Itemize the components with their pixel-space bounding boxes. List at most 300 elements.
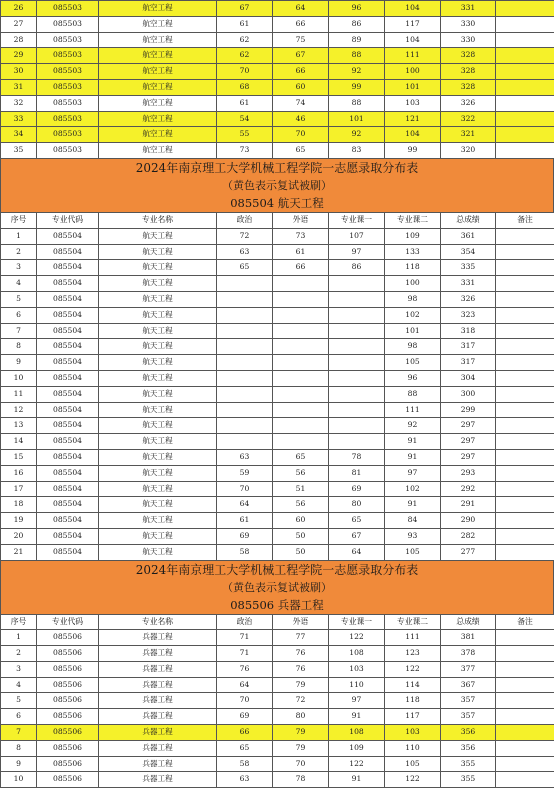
cell-remark <box>496 370 554 386</box>
table-row <box>1 481 554 497</box>
cell-course1: 65 <box>329 513 385 529</box>
cell-seq: 8 <box>1 740 37 756</box>
cell-major: 航天工程 <box>99 528 217 544</box>
cell-major: 航天工程 <box>99 402 217 418</box>
cell-seq: 32 <box>1 95 37 111</box>
cell-code: 085503 <box>37 64 99 80</box>
table-row <box>1 418 554 434</box>
cell-total: 356 <box>441 740 496 756</box>
cell-seq: 14 <box>1 434 37 450</box>
cell-code: 085504 <box>37 260 99 276</box>
cell-total: 322 <box>441 111 496 127</box>
header-course2: 专业课二 <box>385 212 441 228</box>
cell-remark <box>496 693 554 709</box>
cell-seq: 10 <box>1 370 37 386</box>
cell-course2: 117 <box>385 709 441 725</box>
cell-code: 085504 <box>37 465 99 481</box>
cell-code: 085504 <box>37 370 99 386</box>
cell-seq: 6 <box>1 307 37 323</box>
cell-course1: 101 <box>329 111 385 127</box>
cell-seq: 16 <box>1 465 37 481</box>
cell-course1: 109 <box>329 740 385 756</box>
cell-total: 361 <box>441 228 496 244</box>
cell-total: 355 <box>441 772 496 788</box>
banner-line2: （黄色表示复试被刷） <box>222 178 332 192</box>
cell-total: 357 <box>441 709 496 725</box>
cell-politics: 69 <box>217 709 273 725</box>
cell-politics <box>217 291 273 307</box>
table-row <box>1 677 554 693</box>
cell-code: 085503 <box>37 111 99 127</box>
table-row <box>1 79 554 95</box>
cell-code: 085503 <box>37 16 99 32</box>
cell-remark <box>496 544 554 560</box>
table-row <box>1 339 554 355</box>
table-row <box>1 449 554 465</box>
cell-politics: 58 <box>217 756 273 772</box>
cell-major: 航空工程 <box>99 64 217 80</box>
cell-language: 66 <box>273 260 329 276</box>
cell-code: 085506 <box>37 630 99 646</box>
cell-language: 80 <box>273 709 329 725</box>
cell-major: 航空工程 <box>99 143 217 159</box>
table-row <box>1 544 554 560</box>
cell-course1 <box>329 370 385 386</box>
cell-remark <box>496 228 554 244</box>
cell-course2: 105 <box>385 355 441 371</box>
header-seq: 序号 <box>1 614 37 630</box>
table-header-row <box>1 614 554 630</box>
cell-politics: 62 <box>217 48 273 64</box>
header-language: 外语 <box>273 614 329 630</box>
cell-language: 56 <box>273 497 329 513</box>
table-row <box>1 756 554 772</box>
cell-seq: 13 <box>1 418 37 434</box>
header-course1: 专业课一 <box>329 614 385 630</box>
cell-major: 航空工程 <box>99 127 217 143</box>
cell-major: 兵器工程 <box>99 725 217 741</box>
cell-language: 56 <box>273 465 329 481</box>
cell-seq: 3 <box>1 260 37 276</box>
cell-course2: 102 <box>385 481 441 497</box>
banner-line3: 085504 航天工程 <box>230 195 324 210</box>
cell-course2: 114 <box>385 677 441 693</box>
cell-seq: 7 <box>1 725 37 741</box>
cell-code: 085504 <box>37 307 99 323</box>
cell-total: 292 <box>441 481 496 497</box>
banner-line3: 085506 兵器工程 <box>230 597 324 612</box>
cell-course1 <box>329 418 385 434</box>
cell-code: 085504 <box>37 544 99 560</box>
cell-course2: 118 <box>385 693 441 709</box>
cell-course2: 117 <box>385 16 441 32</box>
cell-course2: 93 <box>385 528 441 544</box>
table-row <box>1 127 554 143</box>
cell-remark <box>496 756 554 772</box>
cell-code: 085506 <box>37 740 99 756</box>
cell-remark <box>496 725 554 741</box>
cell-remark <box>496 276 554 292</box>
cell-seq: 35 <box>1 143 37 159</box>
header-language: 外语 <box>273 212 329 228</box>
cell-code: 085506 <box>37 677 99 693</box>
cell-code: 085504 <box>37 481 99 497</box>
cell-remark <box>496 497 554 513</box>
cell-code: 085504 <box>37 402 99 418</box>
cell-major: 航天工程 <box>99 449 217 465</box>
banner-line1: 2024年南京理工大学机械工程学院一志愿录取分布表 <box>135 562 419 577</box>
cell-code: 085506 <box>37 709 99 725</box>
cell-course1 <box>329 402 385 418</box>
cell-remark <box>496 244 554 260</box>
cell-total: 355 <box>441 756 496 772</box>
table-row <box>1 661 554 677</box>
cell-remark <box>496 528 554 544</box>
cell-remark <box>496 709 554 725</box>
table-row <box>1 276 554 292</box>
header-code: 专业代码 <box>37 212 99 228</box>
table-row <box>1 513 554 529</box>
cell-total: 304 <box>441 370 496 386</box>
cell-code: 085503 <box>37 95 99 111</box>
cell-course1: 89 <box>329 32 385 48</box>
cell-remark <box>496 355 554 371</box>
cell-remark <box>496 111 554 127</box>
cell-course1: 88 <box>329 48 385 64</box>
cell-seq: 4 <box>1 276 37 292</box>
cell-total: 378 <box>441 646 496 662</box>
cell-politics: 64 <box>217 677 273 693</box>
cell-seq: 2 <box>1 646 37 662</box>
cell-politics: 65 <box>217 260 273 276</box>
header-course1: 专业课一 <box>329 212 385 228</box>
cell-remark <box>496 449 554 465</box>
cell-language <box>273 402 329 418</box>
cell-course2: 133 <box>385 244 441 260</box>
cell-remark <box>496 260 554 276</box>
cell-remark <box>496 630 554 646</box>
cell-course1: 86 <box>329 16 385 32</box>
cell-politics: 64 <box>217 497 273 513</box>
cell-course1 <box>329 291 385 307</box>
cell-major: 兵器工程 <box>99 772 217 788</box>
cell-remark <box>496 434 554 450</box>
cell-language: 67 <box>273 48 329 64</box>
cell-course1: 78 <box>329 449 385 465</box>
cell-major: 航天工程 <box>99 418 217 434</box>
cell-seq: 8 <box>1 339 37 355</box>
cell-language: 70 <box>273 127 329 143</box>
cell-politics <box>217 339 273 355</box>
table-row <box>1 244 554 260</box>
cell-code: 085504 <box>37 386 99 402</box>
cell-course1: 110 <box>329 677 385 693</box>
cell-total: 330 <box>441 16 496 32</box>
cell-course2: 123 <box>385 646 441 662</box>
table-row <box>1 32 554 48</box>
cell-politics: 66 <box>217 725 273 741</box>
cell-language: 66 <box>273 64 329 80</box>
header-remark: 备注 <box>496 614 554 630</box>
cell-remark <box>496 465 554 481</box>
cell-politics: 63 <box>217 244 273 260</box>
cell-politics <box>217 386 273 402</box>
cell-language <box>273 276 329 292</box>
header-course2: 专业课二 <box>385 614 441 630</box>
cell-major: 兵器工程 <box>99 740 217 756</box>
table-row <box>1 260 554 276</box>
table-row <box>1 693 554 709</box>
cell-politics <box>217 418 273 434</box>
table-row <box>1 630 554 646</box>
cell-politics: 62 <box>217 32 273 48</box>
cell-course2: 102 <box>385 307 441 323</box>
cell-course2: 99 <box>385 143 441 159</box>
cell-language: 70 <box>273 756 329 772</box>
table-row <box>1 434 554 450</box>
cell-politics: 59 <box>217 465 273 481</box>
cell-language: 60 <box>273 513 329 529</box>
cell-seq: 17 <box>1 481 37 497</box>
cell-remark <box>496 32 554 48</box>
cell-politics: 71 <box>217 630 273 646</box>
cell-course1 <box>329 307 385 323</box>
cell-total: 297 <box>441 449 496 465</box>
cell-code: 085504 <box>37 497 99 513</box>
cell-total: 326 <box>441 291 496 307</box>
cell-language: 72 <box>273 693 329 709</box>
cell-total: 291 <box>441 497 496 513</box>
cell-total: 356 <box>441 725 496 741</box>
cell-total: 354 <box>441 244 496 260</box>
cell-seq: 33 <box>1 111 37 127</box>
cell-politics: 65 <box>217 740 273 756</box>
cell-total: 290 <box>441 513 496 529</box>
cell-politics: 70 <box>217 693 273 709</box>
cell-course1: 92 <box>329 127 385 143</box>
cell-course1 <box>329 434 385 450</box>
cell-seq: 28 <box>1 32 37 48</box>
cell-course2: 121 <box>385 111 441 127</box>
score-table <box>0 212 554 561</box>
cell-total: 381 <box>441 630 496 646</box>
cell-total: 377 <box>441 661 496 677</box>
cell-course1: 86 <box>329 260 385 276</box>
cell-language <box>273 323 329 339</box>
cell-remark <box>496 646 554 662</box>
cell-language: 74 <box>273 95 329 111</box>
cell-seq: 26 <box>1 1 37 17</box>
cell-remark <box>496 339 554 355</box>
cell-total: 277 <box>441 544 496 560</box>
cell-total: 318 <box>441 323 496 339</box>
cell-course2: 103 <box>385 95 441 111</box>
cell-remark <box>496 402 554 418</box>
cell-language: 79 <box>273 677 329 693</box>
cell-major: 航天工程 <box>99 481 217 497</box>
cell-language: 64 <box>273 1 329 17</box>
cell-seq: 4 <box>1 677 37 693</box>
table-row <box>1 16 554 32</box>
cell-course2: 91 <box>385 497 441 513</box>
cell-remark <box>496 79 554 95</box>
table-row <box>1 64 554 80</box>
cell-total: 323 <box>441 307 496 323</box>
cell-politics: 76 <box>217 661 273 677</box>
cell-total: 326 <box>441 95 496 111</box>
cell-remark <box>496 513 554 529</box>
cell-major: 兵器工程 <box>99 661 217 677</box>
cell-course2: 88 <box>385 386 441 402</box>
cell-code: 085506 <box>37 725 99 741</box>
cell-total: 293 <box>441 465 496 481</box>
cell-politics: 68 <box>217 79 273 95</box>
cell-politics: 70 <box>217 481 273 497</box>
table-row <box>1 370 554 386</box>
cell-code: 085503 <box>37 79 99 95</box>
cell-seq: 20 <box>1 528 37 544</box>
cell-major: 兵器工程 <box>99 630 217 646</box>
cell-remark <box>496 418 554 434</box>
cell-code: 085504 <box>37 228 99 244</box>
cell-seq: 1 <box>1 228 37 244</box>
header-major: 专业名称 <box>99 614 217 630</box>
cell-course2: 101 <box>385 79 441 95</box>
cell-code: 085503 <box>37 1 99 17</box>
cell-major: 航空工程 <box>99 32 217 48</box>
cell-language: 65 <box>273 143 329 159</box>
table-row <box>1 355 554 371</box>
cell-seq: 21 <box>1 544 37 560</box>
cell-major: 航空工程 <box>99 1 217 17</box>
table-row <box>1 402 554 418</box>
cell-language: 60 <box>273 79 329 95</box>
cell-language <box>273 370 329 386</box>
cell-course2: 101 <box>385 323 441 339</box>
cell-seq: 18 <box>1 497 37 513</box>
cell-seq: 3 <box>1 661 37 677</box>
cell-remark <box>496 127 554 143</box>
cell-total: 357 <box>441 693 496 709</box>
cell-code: 085504 <box>37 528 99 544</box>
cell-course2: 100 <box>385 64 441 80</box>
cell-seq: 11 <box>1 386 37 402</box>
cell-major: 兵器工程 <box>99 646 217 662</box>
cell-language: 76 <box>273 661 329 677</box>
header-seq: 序号 <box>1 212 37 228</box>
cell-code: 085504 <box>37 244 99 260</box>
cell-code: 085504 <box>37 276 99 292</box>
cell-language: 51 <box>273 481 329 497</box>
cell-seq: 15 <box>1 449 37 465</box>
cell-course2: 92 <box>385 418 441 434</box>
cell-politics: 67 <box>217 1 273 17</box>
cell-language: 76 <box>273 646 329 662</box>
cell-course2: 96 <box>385 370 441 386</box>
cell-language: 66 <box>273 16 329 32</box>
cell-course2: 104 <box>385 1 441 17</box>
cell-code: 085504 <box>37 449 99 465</box>
cell-course1: 91 <box>329 772 385 788</box>
cell-code: 085504 <box>37 291 99 307</box>
cell-politics: 58 <box>217 544 273 560</box>
header-code: 专业代码 <box>37 614 99 630</box>
cell-seq: 9 <box>1 355 37 371</box>
cell-course1: 67 <box>329 528 385 544</box>
cell-total: 335 <box>441 260 496 276</box>
cell-language: 79 <box>273 725 329 741</box>
cell-major: 航空工程 <box>99 48 217 64</box>
cell-remark <box>496 143 554 159</box>
cell-seq: 9 <box>1 756 37 772</box>
score-table <box>0 0 554 159</box>
cell-course2: 98 <box>385 291 441 307</box>
cell-major: 航天工程 <box>99 465 217 481</box>
cell-total: 328 <box>441 64 496 80</box>
cell-course1: 122 <box>329 630 385 646</box>
cell-remark <box>496 307 554 323</box>
cell-course2: 84 <box>385 513 441 529</box>
cell-course1: 88 <box>329 95 385 111</box>
cell-politics: 61 <box>217 16 273 32</box>
cell-course2: 122 <box>385 772 441 788</box>
cell-politics: 54 <box>217 111 273 127</box>
table-row <box>1 111 554 127</box>
cell-seq: 12 <box>1 402 37 418</box>
cell-course2: 105 <box>385 756 441 772</box>
cell-language: 50 <box>273 528 329 544</box>
cell-politics: 69 <box>217 528 273 544</box>
cell-total: 297 <box>441 418 496 434</box>
cell-major: 航空工程 <box>99 95 217 111</box>
cell-course1: 97 <box>329 244 385 260</box>
cell-seq: 10 <box>1 772 37 788</box>
cell-seq: 5 <box>1 291 37 307</box>
header-total: 总成绩 <box>441 614 496 630</box>
table-row <box>1 1 554 17</box>
cell-course1 <box>329 276 385 292</box>
table-row <box>1 740 554 756</box>
cell-remark <box>496 323 554 339</box>
cell-politics: 71 <box>217 646 273 662</box>
cell-politics: 72 <box>217 228 273 244</box>
cell-code: 085504 <box>37 434 99 450</box>
cell-remark <box>496 95 554 111</box>
cell-politics: 63 <box>217 449 273 465</box>
table-row <box>1 48 554 64</box>
cell-remark <box>496 740 554 756</box>
cell-course1: 103 <box>329 661 385 677</box>
cell-course1: 64 <box>329 544 385 560</box>
cell-major: 航天工程 <box>99 497 217 513</box>
cell-remark <box>496 1 554 17</box>
table-row <box>1 646 554 662</box>
cell-major: 航天工程 <box>99 434 217 450</box>
cell-total: 328 <box>441 48 496 64</box>
cell-course1: 122 <box>329 756 385 772</box>
cell-politics: 70 <box>217 64 273 80</box>
cell-language <box>273 386 329 402</box>
cell-seq: 29 <box>1 48 37 64</box>
cell-course2: 98 <box>385 339 441 355</box>
cell-course2: 97 <box>385 465 441 481</box>
cell-language <box>273 355 329 371</box>
table-header-row <box>1 212 554 228</box>
cell-code: 085506 <box>37 772 99 788</box>
cell-seq: 27 <box>1 16 37 32</box>
cell-major: 航天工程 <box>99 339 217 355</box>
cell-course2: 111 <box>385 630 441 646</box>
